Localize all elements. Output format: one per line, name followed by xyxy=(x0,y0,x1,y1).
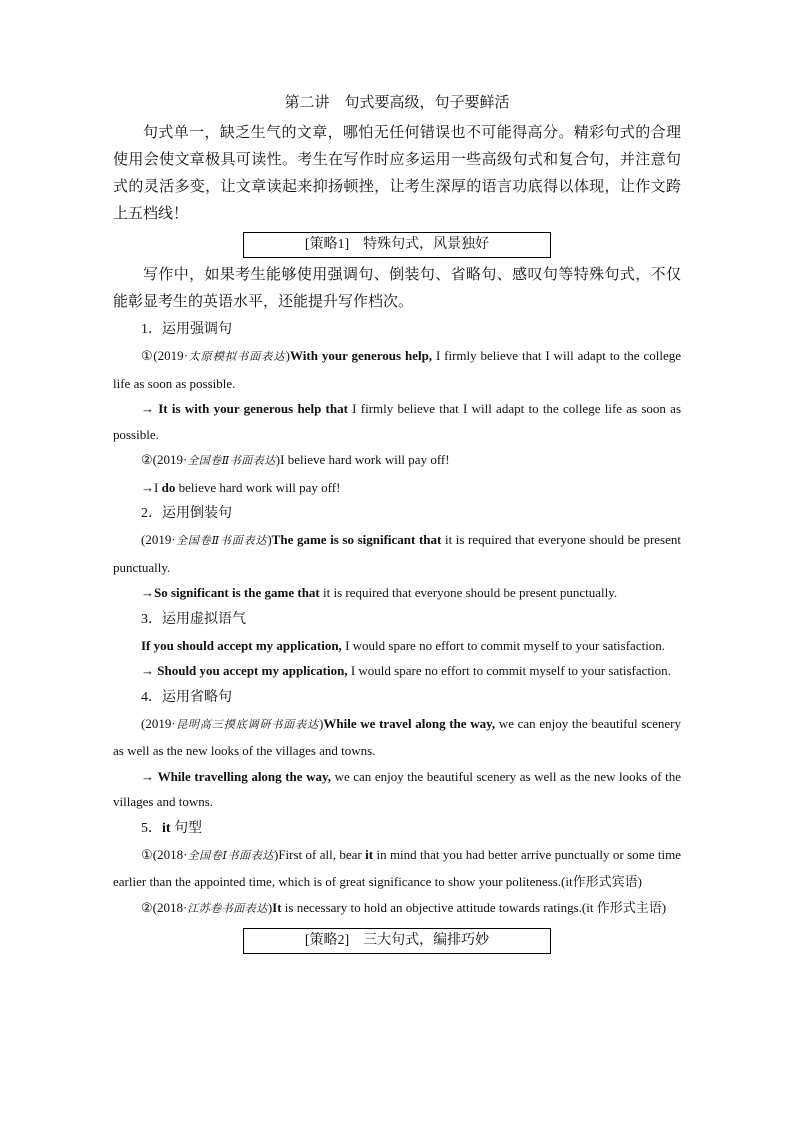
section2-heading: 2．运用倒装句 xyxy=(141,506,232,521)
strategy2-box xyxy=(243,928,551,954)
s5-e2-note: (it 作形式主语) xyxy=(581,899,667,915)
strategy1-box xyxy=(243,232,551,258)
s4-example1: (2019·昆明高三摸底调研书面表达)While we travel along the way, we can enjoy the beautiful scenery as well as the new looks of the villages and towns. xyxy=(113,715,681,758)
page-title: 第二讲 句式要高级，句子要鲜活 xyxy=(284,95,510,111)
section1-heading: 1．运用强调句 xyxy=(141,322,232,337)
s5-example1: ①(2018·全国卷Ⅰ书面表达)First of all, bear it in mind that you had better arrive punctually or some time earlier than the appointed time, which is of great significance to show your politeness.(it作形式宾语) xyxy=(113,846,681,889)
s5-example2: ②(2018·江苏卷书面表达)It is necessary to hold an objective attitude towards ratings.(it 作形式主语) xyxy=(141,899,667,915)
s5-e1-note: (it作形式宾语) xyxy=(561,874,642,889)
s3-example2: → Should you accept my application, I would spare no effort to commit myself to your satisfaction. xyxy=(141,663,671,678)
strategy1-text: 特殊句式，风景独好 xyxy=(363,237,490,252)
s5-e1-source: 全国卷Ⅰ书面表达 xyxy=(187,849,274,862)
s1-example4: →I do believe hard work will pay off! xyxy=(141,479,341,495)
s1-e1-source: 太原模拟书面表达 xyxy=(187,351,286,363)
s2-e1-source: 全国卷Ⅱ书面表达 xyxy=(175,535,268,547)
strategy2-text: 三大句式，编排巧妙 xyxy=(363,933,490,948)
s2-example2: →So significant is the game that it is required that everyone should be present punctually. xyxy=(141,585,618,600)
s4-e1-source: 昆明高三摸底调研书面表达 xyxy=(175,718,320,731)
section3-heading: 3．运用虚拟语气 xyxy=(141,611,246,627)
intro-paragraph: 句式单一，缺乏生气的文章，哪怕无任何错误也不可能得高分。精彩句式的合理使用会使文章极具可读性。考生在写作时应多运用一些高级句式和复合句，并注意句式的灵活多变，让文章读起来抑扬顿挫，让考生深厚的语言功底得以体现，让作文跨上五档线！ xyxy=(113,125,681,222)
s1-example3: ②(2019·全国卷Ⅱ书面表达)I believe hard work will pay off! xyxy=(141,452,450,467)
section5-heading: 5．it 句型 xyxy=(141,820,203,836)
s1-example2: → It is with your generous help that I firmly believe that I will adapt to the college life as soon as possible. xyxy=(113,401,681,442)
strategy1-tag: [策略1] xyxy=(304,237,350,252)
document-page xyxy=(113,92,681,958)
section4-heading: 4．运用省略句 xyxy=(141,689,232,705)
s2-example1: (2019·全国卷Ⅱ书面表达)The game is so significant that it is required that everyone should be present punctually. xyxy=(113,532,681,575)
s1-e3-source: 全国卷Ⅱ书面表达 xyxy=(187,455,276,467)
s3-example1: If you should accept my application, I would spare no effort to commit myself to your satisfaction. xyxy=(141,637,666,653)
s4-example2: → While travelling along the way, we can enjoy the beautiful scenery as well as the new looks of the villages and towns. xyxy=(113,768,682,809)
s1-example1: ①(2019·太原模拟书面表达)With your generous help, I firmly believe that I will adapt to the college life as soon as possible. xyxy=(113,348,681,391)
strategy1-intro: 写作中，如果考生能够使用强调句、倒装句、省略句、感叹句等特殊句式，不仅能彰显考生的英语水平，还能提升写作档次。 xyxy=(113,267,681,310)
s5-e2-source: 江苏卷书面表达 xyxy=(187,902,268,915)
strategy2-tag: [策略2] xyxy=(304,933,350,948)
